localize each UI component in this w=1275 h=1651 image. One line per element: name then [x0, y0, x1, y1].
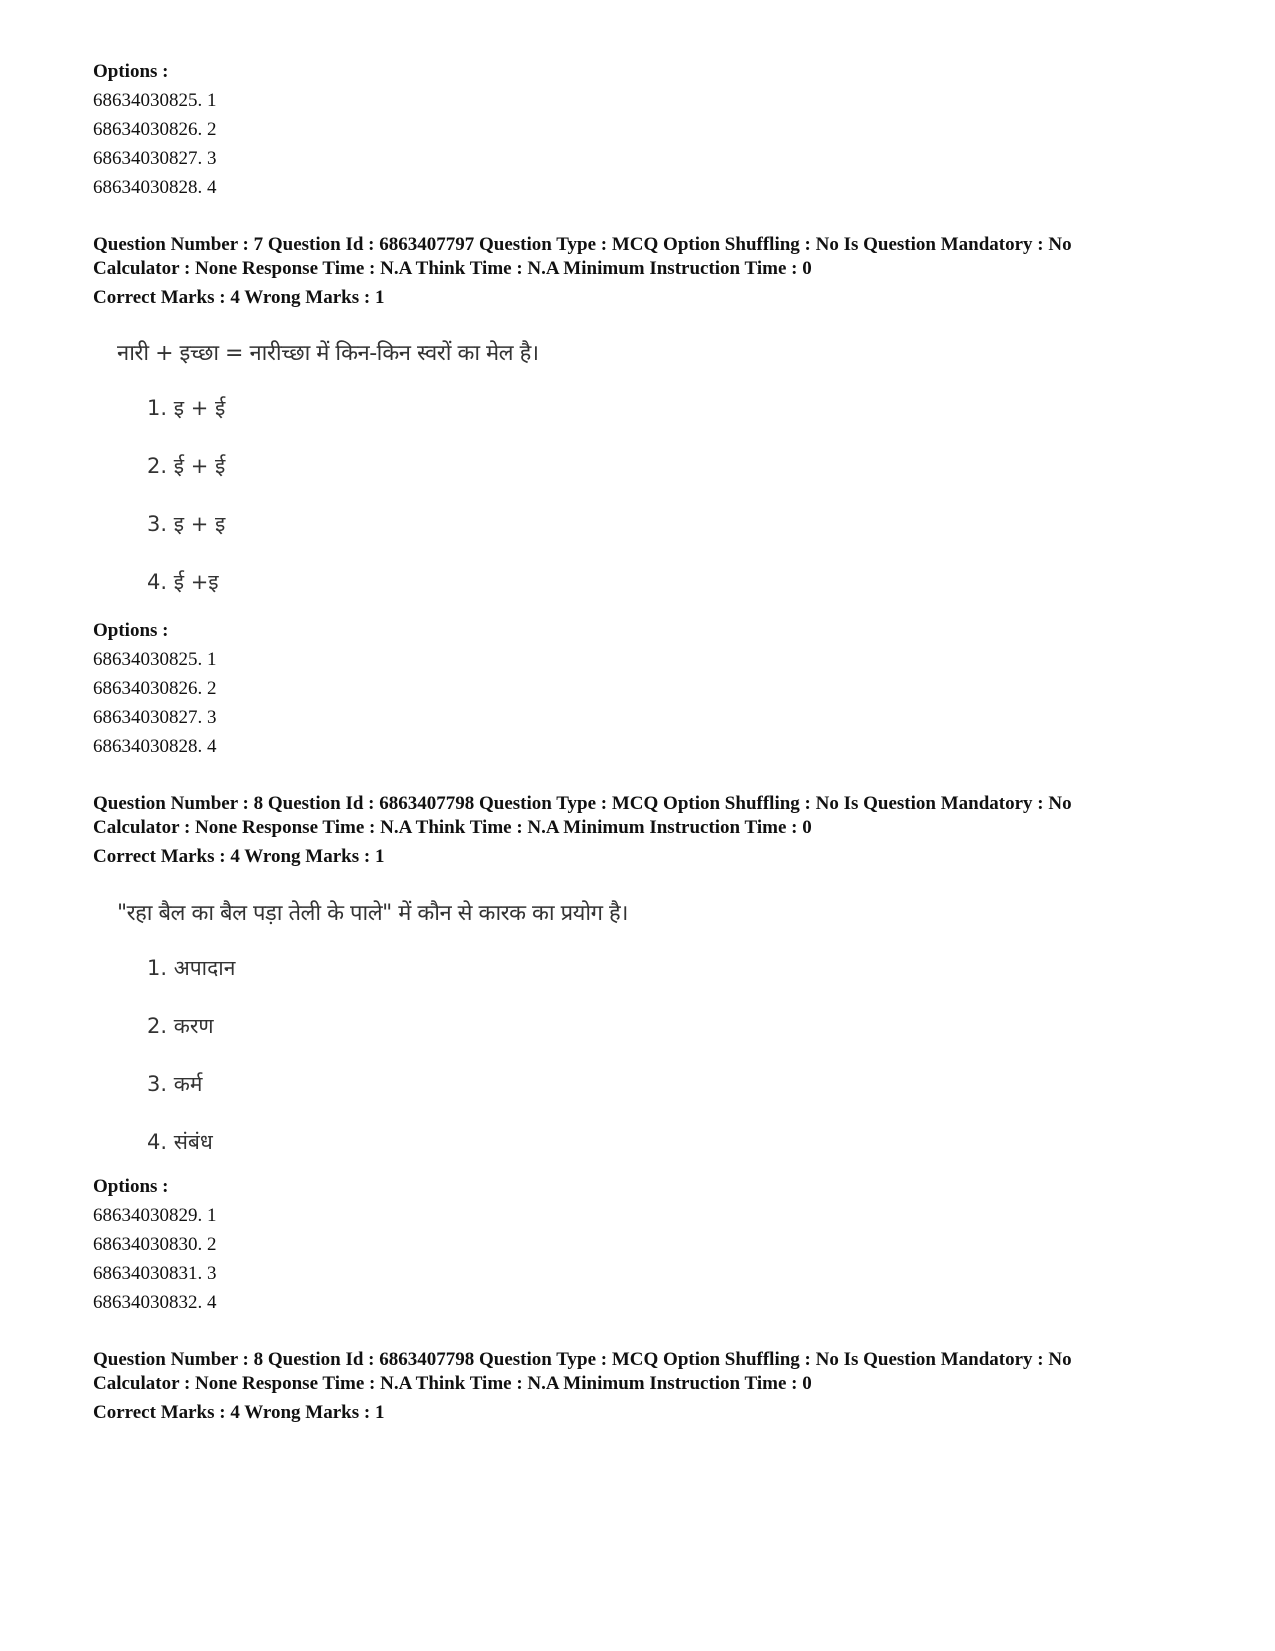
option-item: 68634030825. 1 — [93, 649, 217, 670]
question-choice: 2. ई + ई — [147, 454, 226, 478]
question-choice: 4. संबंध — [147, 1130, 213, 1154]
question-body — [117, 897, 817, 1185]
option-item: 68634030825. 1 — [93, 90, 217, 111]
question-meta — [93, 233, 1213, 310]
question-marks: Correct Marks : 4 Wrong Marks : 1 — [93, 287, 385, 308]
question-choice: 1. अपादान — [147, 956, 236, 980]
option-item: 68634030826. 2 — [93, 119, 217, 140]
question-text: नारी + इच्छा = नारीच्छा में किन-किन स्वरों का मेल है। — [117, 341, 539, 366]
question-choice: 4. ई +इ — [147, 570, 219, 594]
option-item: 68634030827. 3 — [93, 148, 217, 169]
options-heading: Options : — [93, 61, 169, 82]
question-meta-line: Calculator : None Response Time : N.A Think Time : N.A Minimum Instruction Time : 0 — [93, 258, 812, 279]
question-marks: Correct Marks : 4 Wrong Marks : 1 — [93, 1402, 385, 1423]
question-choice: 2. करण — [147, 1014, 214, 1038]
question-meta-line: Question Number : 8 Question Id : 6863407798 Question Type : MCQ Option Shuffling : No Is Question Mandatory : No — [93, 793, 1072, 814]
question-meta-line: Question Number : 8 Question Id : 6863407798 Question Type : MCQ Option Shuffling : No Is Question Mandatory : No — [93, 1349, 1072, 1370]
question-meta-line: Calculator : None Response Time : N.A Think Time : N.A Minimum Instruction Time : 0 — [93, 817, 812, 838]
options-block — [93, 57, 693, 202]
question-meta-line: Question Number : 7 Question Id : 6863407797 Question Type : MCQ Option Shuffling : No Is Question Mandatory : No — [93, 234, 1072, 255]
options-heading: Options : — [93, 620, 169, 641]
option-item: 68634030832. 4 — [93, 1292, 217, 1313]
question-body — [117, 337, 817, 625]
option-item: 68634030828. 4 — [93, 177, 217, 198]
question-meta — [93, 1348, 1213, 1425]
option-item: 68634030831. 3 — [93, 1263, 217, 1284]
options-block — [93, 616, 693, 761]
question-choice: 3. कर्म — [147, 1072, 203, 1096]
question-meta — [93, 792, 1213, 869]
question-choice: 3. इ + इ — [147, 512, 226, 536]
option-item: 68634030828. 4 — [93, 736, 217, 757]
option-item: 68634030827. 3 — [93, 707, 217, 728]
question-choices — [117, 393, 817, 625]
question-marks: Correct Marks : 4 Wrong Marks : 1 — [93, 846, 385, 867]
question-meta-line: Calculator : None Response Time : N.A Think Time : N.A Minimum Instruction Time : 0 — [93, 1373, 812, 1394]
option-item: 68634030830. 2 — [93, 1234, 217, 1255]
question-choices — [117, 953, 817, 1185]
question-text: "रहा बैल का बैल पड़ा तेली के पाले" में कौन से कारक का प्रयोग है। — [117, 901, 628, 926]
question-choice: 1. इ + ई — [147, 396, 226, 420]
option-item: 68634030826. 2 — [93, 678, 217, 699]
option-item: 68634030829. 1 — [93, 1205, 217, 1226]
options-block — [93, 1172, 693, 1317]
options-heading: Options : — [93, 1176, 169, 1197]
